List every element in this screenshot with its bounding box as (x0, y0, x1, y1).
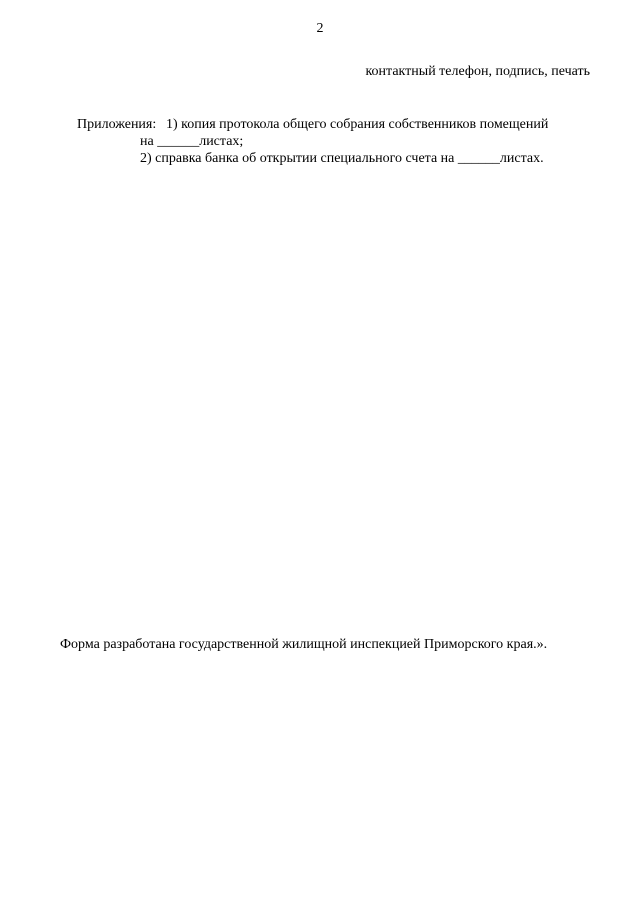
attachment-item-2: 2) справка банка об открытии специального счета на ______листах. (140, 151, 544, 166)
page-number: 2 (316, 21, 324, 36)
attachment-item-1-line-1: 1) копия протокола общего собрания собственников помещений (166, 117, 549, 132)
signature-caption: контактный телефон, подпись, печать (365, 64, 590, 79)
attachment-item-1-line-2: на ______листах; (140, 134, 244, 149)
footer-note: Форма разработана государственной жилищной инспекцией Приморского края.». (60, 637, 548, 652)
attachments-label: Приложения: (77, 117, 157, 132)
